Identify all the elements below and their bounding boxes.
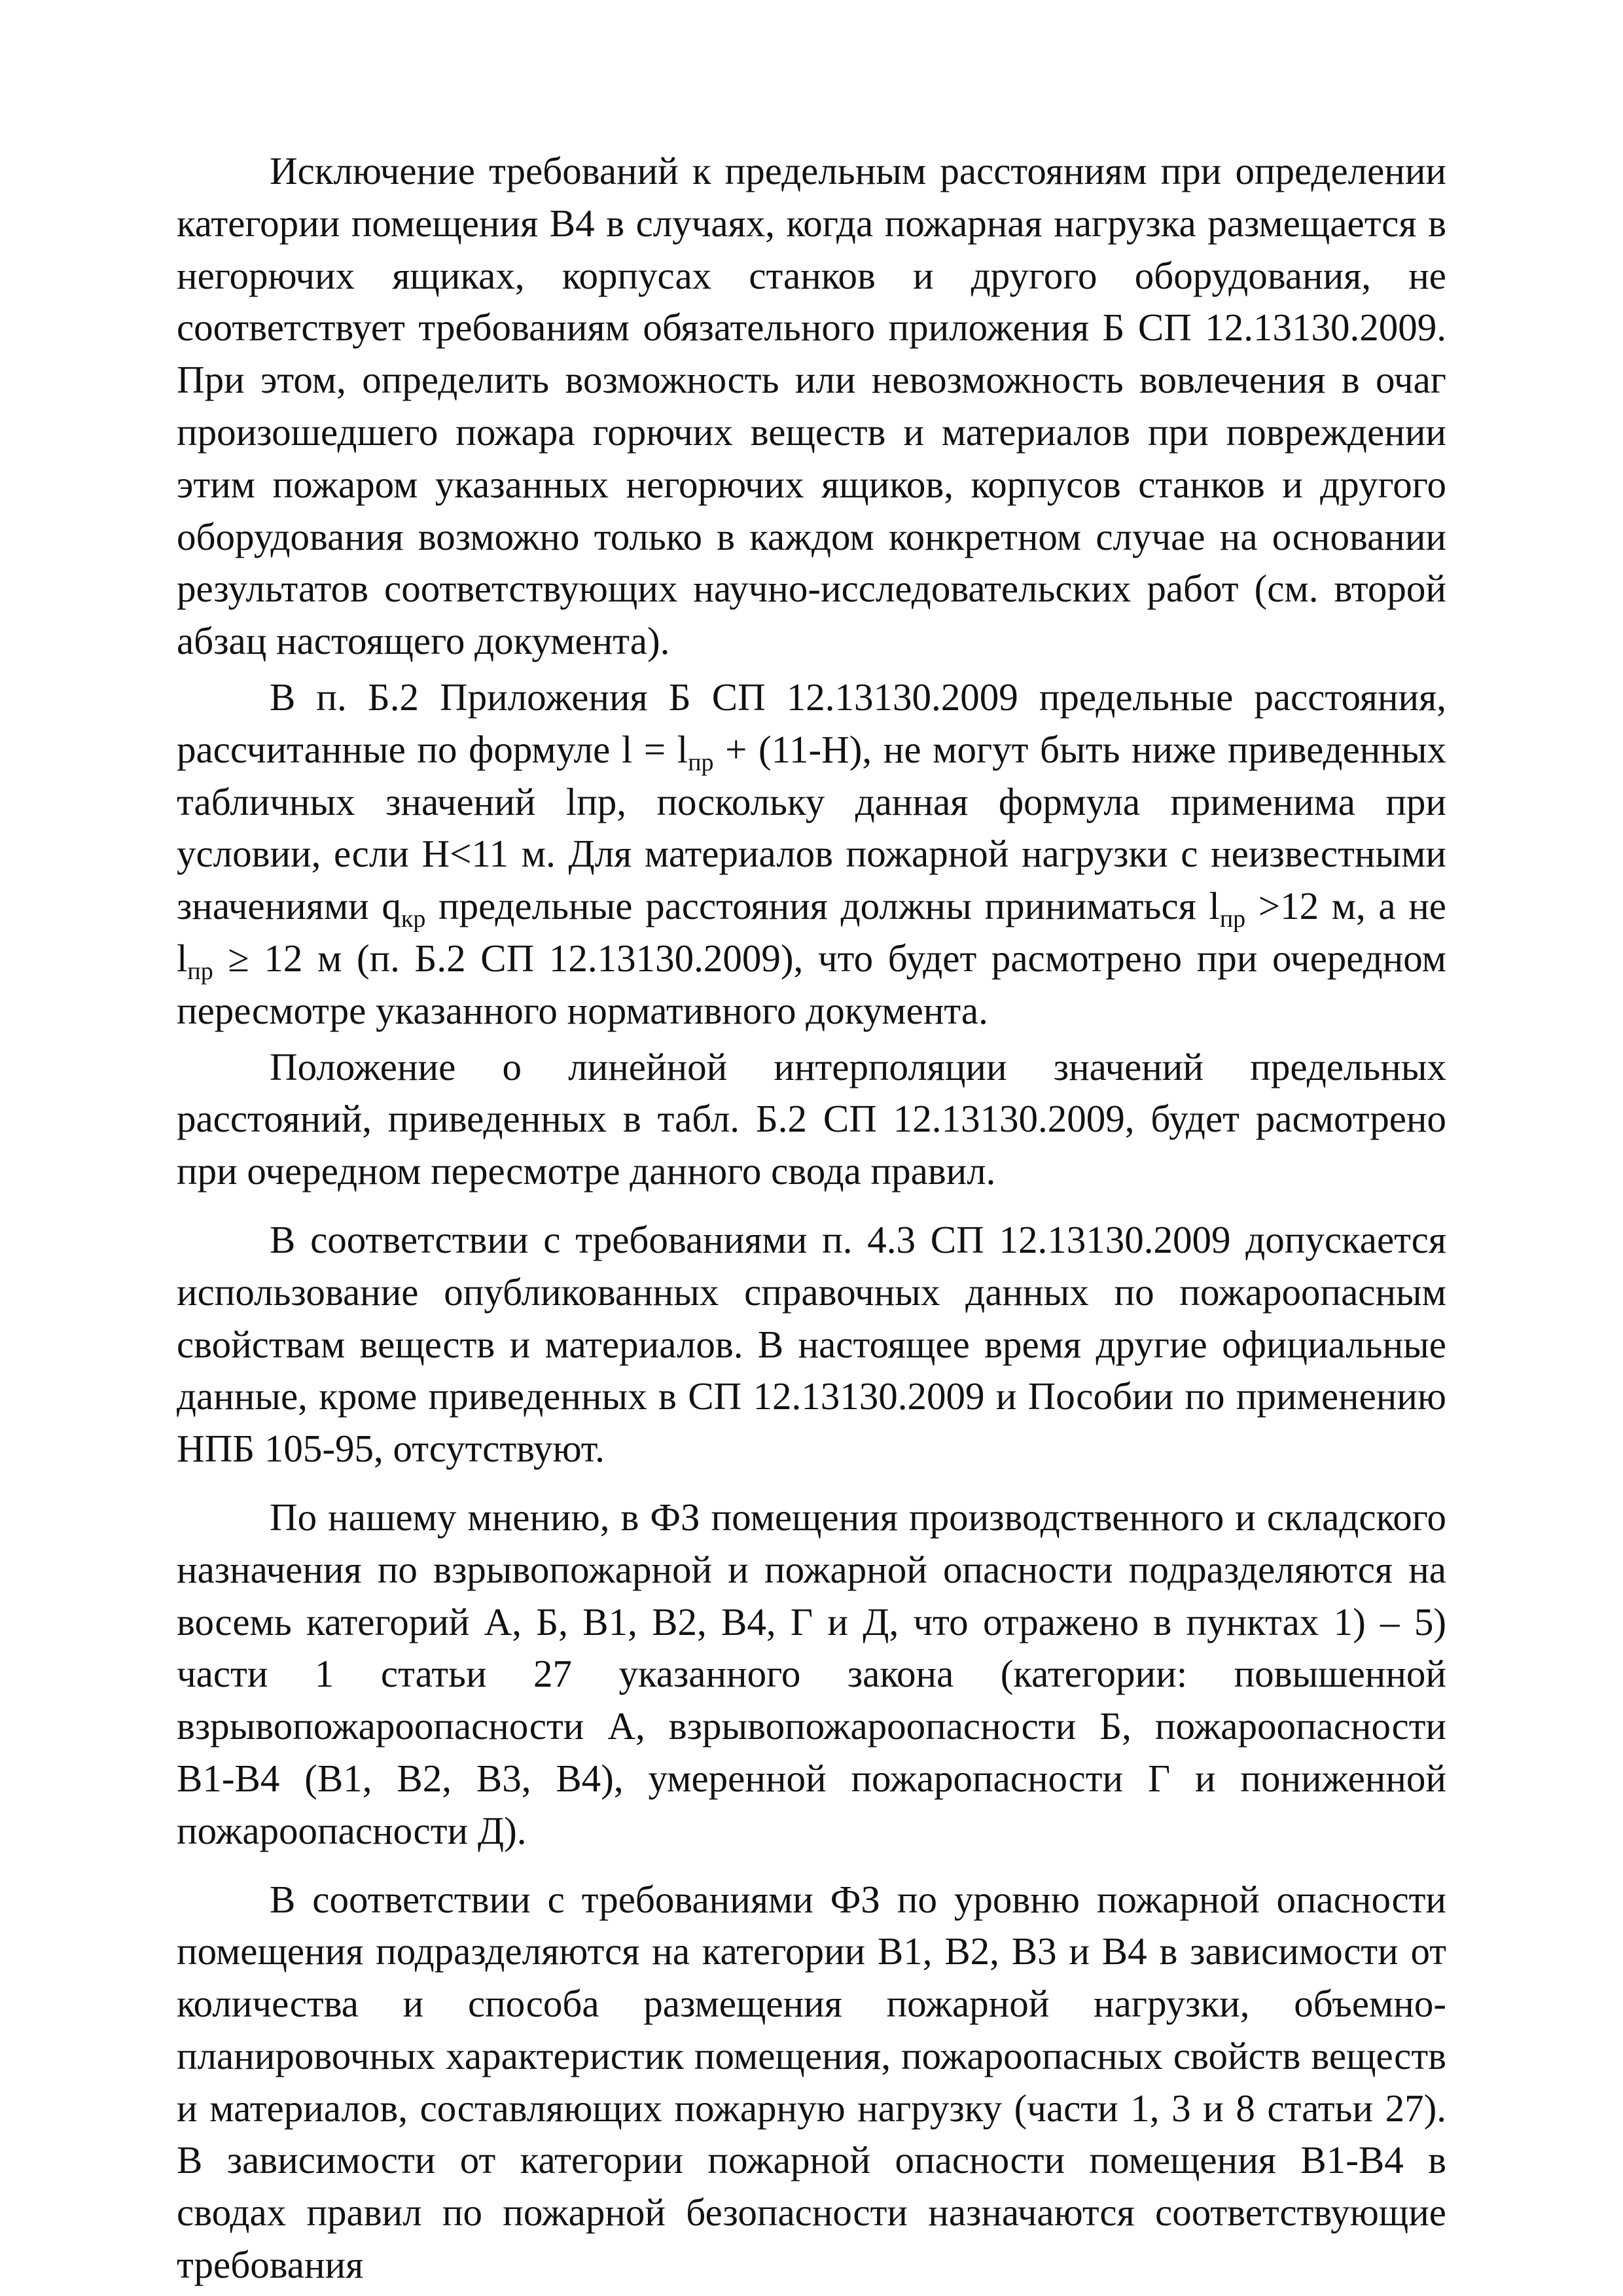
paragraph-reference-data: В соответствии с требованиями п. 4.3 СП 12.13130.2009 допускается использование опубликованных справочных данных по пожароопасным свойствам веществ и материалов. В настоящее время другие официальные данные, кроме приведенных в СП 12.13130.2009 и Пособии по применению НПБ 105-95, отсутствуют. xyxy=(177,1217,1446,1471)
subscript-pr-1: пр xyxy=(688,748,714,776)
formula-text-5: ≥ 12 м (п. Б.2 СП 12.13130.2009), что будет расмотрено при очередном пересмотре указанного нормативного документа. xyxy=(177,936,1446,1032)
formula-text-3: предельные расстояния должны приниматься l xyxy=(425,884,1220,928)
paragraph-fire-hazard-levels: В соответствии с требованиями ФЗ по уровню пожарной опасности помещения подразделяются на категории В1, В2, В3 и В4 в зависимости от количества и способа размещения пожарной нагрузки, объемно-планировочных характеристик помещения, пожароопасных свойств веществ и материалов, составляющих пожарную нагрузку (части 1, 3 и 8 статьи 27). В зависимости от категории пожарной опасности помещения В1-В4 в сводах правил по пожарной безопасности назначаются соответствующие требования xyxy=(177,1877,1446,2287)
formula-text-2: + (11-H), не могут быть ниже приведенных табличных значений lпр, поскольку данная формула применима при условии, если H<11 м. Для материалов пожарной нагрузки с неизвестными значениями q xyxy=(177,727,1446,928)
paragraph-limit-distance-formula xyxy=(177,672,1446,1037)
paragraph-linear-interpolation: Положение о линейной интерполяции значений предельных расстояний, приведенных в табл. Б.2 СП 12.13130.2009, будет расмотрено при очередном пересмотре данного свода правил. xyxy=(177,1045,1446,1193)
paragraph-exception-distance-limits: Исключение требований к предельным расстояниям при определении категории помещения В4 в случаях, когда пожарная нагрузка размещается в негорючих ящиках, корпусах станков и другого оборудования, не соответствует требованиям обязательного приложения Б СП 12.13130.2009. При этом, определить возможность или невозможность вовлечения в очаг произошедшего пожара горючих веществ и материалов при повреждении этим пожаром указанных негорючих ящиков, корпусов станков и другого оборудования возможно только в каждом конкретном случае на основании результатов соответствующих научно-исследовательских работ (см. второй абзац настоящего документа). xyxy=(177,149,1446,663)
document-body xyxy=(177,145,1446,2291)
formula-text-4: >12 м, а не l xyxy=(177,884,1446,980)
paragraph-eight-categories: По нашему мнению, в ФЗ помещения производственного и складского назначения по взрывопожарной и пожарной опасности подразделяются на восемь категорий А, Б, В1, В2, В4, Г и Д, что отражено в пунктах 1) – 5) части 1 статьи 27 указанного закона (категории: повышенной взрывопожароопасности А, взрывопожароопасности Б, пожароопасности В1-В4 (В1, В2, В3, В4), умеренной пожаропасности Г и пониженной пожароопасности Д). xyxy=(177,1495,1446,1852)
subscript-kr: кр xyxy=(401,905,426,933)
subscript-pr-2: пр xyxy=(1219,905,1246,933)
subscript-pr-3: пр xyxy=(187,957,213,985)
formula-text-1: В п. Б.2 Приложения Б СП 12.13130.2009 предельные расстояния, рассчитанные по формуле l = l xyxy=(177,675,1446,771)
